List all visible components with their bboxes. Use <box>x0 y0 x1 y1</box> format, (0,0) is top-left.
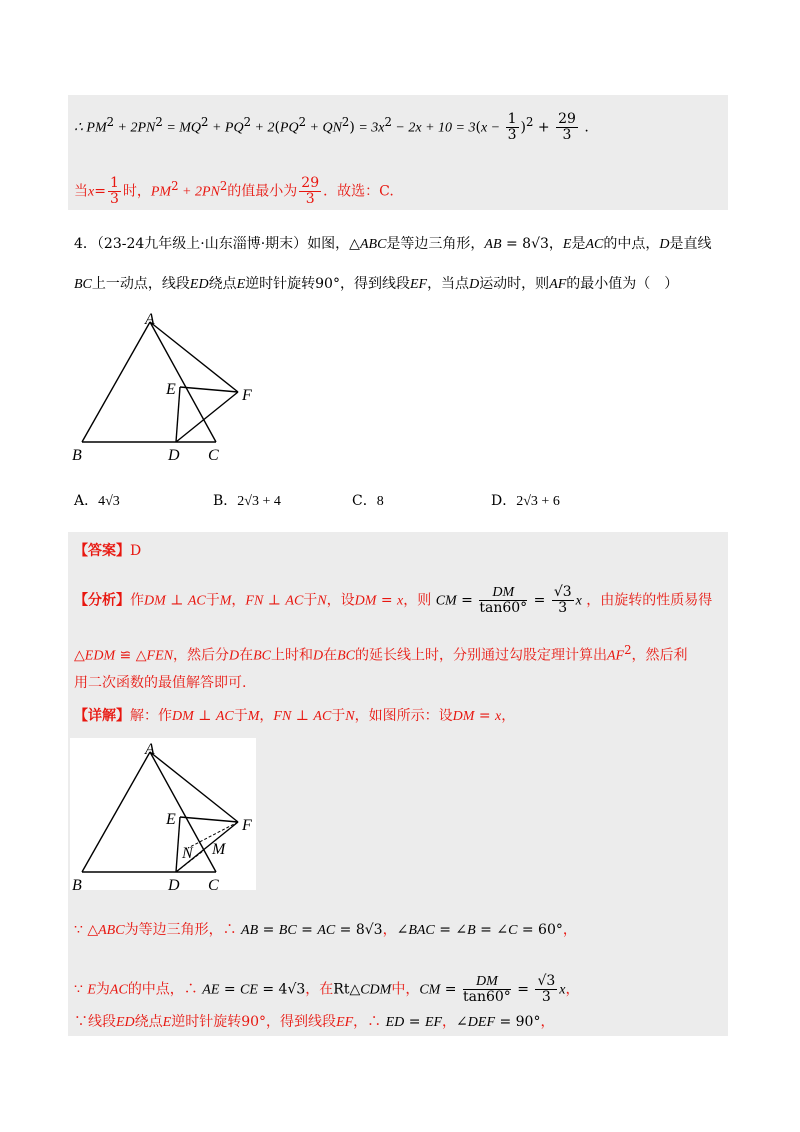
fig2-label-A: A <box>145 741 155 758</box>
answer-value: D <box>130 543 142 559</box>
fig1-line-DF <box>176 392 238 442</box>
question-source: （23-24九年级上·山东淄博·期末） <box>96 236 308 252</box>
fig2-label-M: M <box>212 841 226 858</box>
fig1-label-B: B <box>72 447 82 464</box>
fig1-label-F: F <box>242 387 252 404</box>
detail-step-1: ∵ △ABC为等边三角形，∴ AB = BC = AC = 8√3，∠BAC = ∠B = ∠C = 60°， <box>74 922 577 938</box>
question-number: 4． <box>74 236 97 252</box>
detail-intro: 【详解】解：作DM ⊥ AC于M，FN ⊥ AC于N，如图所示：设DM = x， <box>74 708 516 724</box>
choice-d[interactable]: D．2√3 + 6 <box>491 493 560 509</box>
fig1-label-E: E <box>166 381 176 398</box>
figure-1 <box>70 308 270 466</box>
fig2-line-ED <box>176 817 180 872</box>
fig1-label-C: C <box>208 447 219 464</box>
fig1-label-A: A <box>145 311 155 328</box>
question-line-1: 4．（23-24九年级上·山东淄博·期末）如图，△ABC是等边三角形，AB = 8√3，E是AC的中点，D是直线 <box>74 236 712 252</box>
fig1-line-ED <box>176 387 180 442</box>
fig2-label-N: N <box>182 845 193 862</box>
choice-b[interactable]: B．2√3 + 4 <box>213 493 281 509</box>
fig2-label-B: B <box>72 877 82 890</box>
fig1-line-AB <box>82 322 150 442</box>
fig2-line-AB <box>82 752 150 872</box>
fig2-label-D: D <box>168 877 180 890</box>
answer-tag: 【答案】 <box>74 543 130 559</box>
analysis-line-1: 【分析】作DM ⊥ AC于M，FN ⊥ AC于N，设DM = x，则 CM = $\frac{DM}{\tan 60^\circ}$ = $\frac{√3}{3}$ x ，由旋转的性质易得 <box>74 584 713 616</box>
analysis-line-2: △EDM ≌ △FEN，然后分D在BC上时和D在BC的延长线上时，分别通过勾股定理计算出$AF^2$，然后利 <box>74 643 688 664</box>
fig2-label-F: F <box>242 817 252 834</box>
prev-conclusion: 当x= $\frac{1}{3}$ 时，$PM^2 + 2PN^2$的值最小为 $\frac{29}{3}$ ．故选：C. <box>74 175 394 208</box>
detail-step-2: ∵ E为AC的中点，∴ AE = CE = 4√3，在Rt△CDM中，CM = $\frac{DM}{\tan 60^\circ}$ = $\frac{√3}{3}$ x， <box>74 973 580 1005</box>
analysis-line-3: 用二次函数的最值解答即可. <box>74 675 247 691</box>
fig2-line-AF <box>150 752 238 822</box>
fig2-label-C: C <box>208 877 219 890</box>
detail-step-3: ∵线段ED绕点E逆时针旋转90°，得到线段EF，∴ ED = EF，∠DEF = 90°， <box>74 1014 555 1030</box>
figure-2 <box>70 738 256 890</box>
fig1-label-D: D <box>168 447 180 464</box>
answer-line <box>74 541 141 561</box>
choice-a[interactable]: A．4√3 <box>74 493 120 509</box>
choice-c[interactable]: C．8 <box>352 493 384 509</box>
question-line-2: BC上一动点，线段ED绕点E逆时针旋转90°，得到线段EF，当点D运动时，则AF的最小值为（ ） <box>74 276 679 292</box>
fig1-line-AF <box>150 322 238 392</box>
fig1-line-AC <box>150 322 216 442</box>
prev-formula-line: ∴ $PM^2 + 2PN^2 = MQ^2 + PQ^2 + 2(PQ^2 + QN^2) = 3x^2 - 2x + 10 = 3(x$ − $\frac{1}{3}$ )$^2$ + $\frac{29}{3}$ . <box>74 111 589 144</box>
fig2-label-E: E <box>166 811 176 828</box>
